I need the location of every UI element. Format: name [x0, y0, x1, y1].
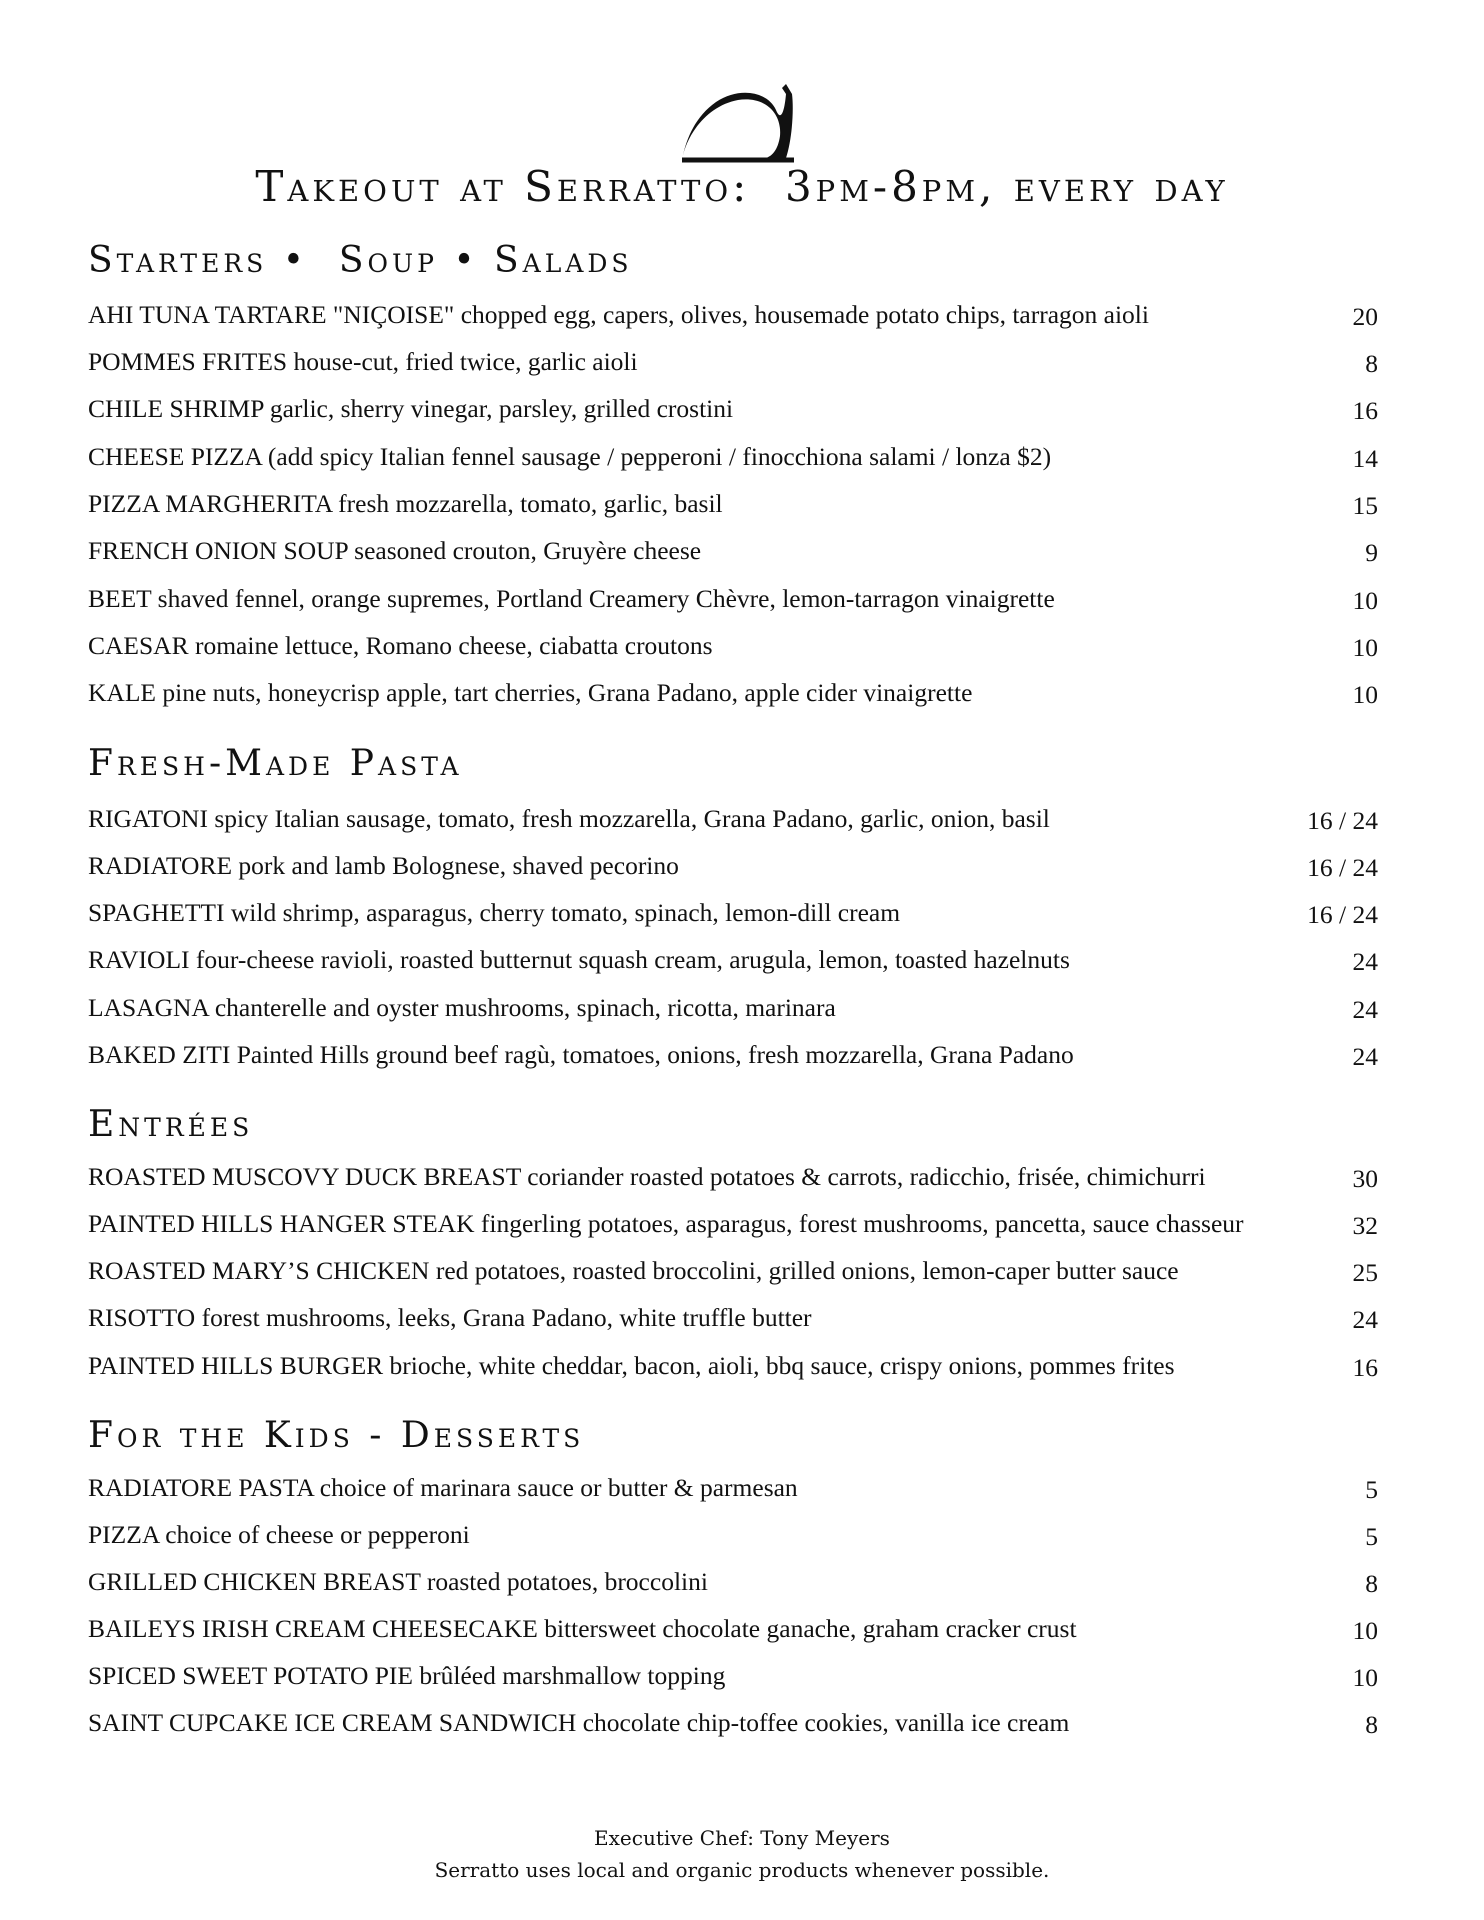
item-description: roasted potatoes, broccolini [426, 1567, 708, 1596]
item-line [88, 629, 713, 663]
item-description: bittersweet chocolate ganache, graham cracker crust [544, 1614, 1077, 1643]
item-price: 30 [1352, 1164, 1378, 1193]
item-line [88, 534, 701, 568]
item-name: ROASTED MARY’S CHICKEN [88, 1256, 430, 1285]
item-line [88, 345, 638, 379]
item-description: forest mushrooms, leeks, Grana Padano, white truffle butter [201, 1303, 812, 1332]
item-price: 10 [1352, 1616, 1378, 1645]
item-name: POMMES FRITES [88, 347, 288, 376]
item-price: 8 [1365, 1569, 1378, 1598]
item-price: 15 [1352, 491, 1378, 520]
item-price: 16 / 24 [1307, 806, 1378, 835]
item-line [88, 1038, 1074, 1072]
item-name: SPICED SWEET POTATO PIE [88, 1661, 414, 1690]
menu-item [88, 629, 1378, 663]
item-price: 20 [1352, 302, 1378, 331]
menu-item [88, 1301, 1378, 1335]
item-description: garlic, sherry vinegar, parsley, grilled crostini [269, 394, 734, 423]
menu-item [88, 440, 1378, 474]
footer-chef: Executive Chef: Tony Meyers [594, 1826, 890, 1850]
item-line [88, 1565, 708, 1599]
menu-item [88, 1659, 1378, 1693]
footer-note: Serratto uses local and organic products whenever possible. [434, 1858, 1050, 1882]
item-price: 24 [1352, 1042, 1378, 1071]
item-description: brioche, white cheddar, bacon, aioli, bbq sauce, crispy onions, pommes frites [389, 1351, 1175, 1380]
item-description: choice of cheese or pepperoni [165, 1520, 470, 1549]
item-name: RISOTTO [88, 1303, 196, 1332]
item-name: PAINTED HILLS HANGER STEAK [88, 1209, 475, 1238]
item-price: 16 / 24 [1307, 853, 1378, 882]
item-description: chopped egg, capers, olives, housemade potato chips, tarragon aioli [460, 300, 1149, 329]
item-line [88, 1207, 1244, 1241]
item-line [88, 487, 723, 521]
item-name: RADIATORE PASTA [88, 1473, 314, 1502]
menu-item [88, 1565, 1378, 1599]
item-price: 25 [1352, 1258, 1378, 1287]
menu-item [88, 1207, 1378, 1241]
item-name: CHEESE PIZZA [88, 442, 262, 471]
menu-item [88, 1518, 1378, 1552]
item-name: RAVIOLI [88, 945, 190, 974]
item-description: wild shrimp, asparagus, cherry tomato, spinach, lemon-dill cream [230, 898, 901, 927]
menu-item [88, 802, 1378, 836]
menu-item [88, 345, 1378, 379]
item-line [88, 392, 733, 426]
item-name: PIZZA MARGHERITA [88, 489, 332, 518]
item-description: romaine lettuce, Romano cheese, ciabatta croutons [194, 631, 713, 660]
item-line [88, 1518, 470, 1552]
item-name: AHI TUNA TARTARE "NIÇOISE" [88, 300, 455, 329]
item-line [88, 440, 1051, 474]
item-description: seasoned crouton, Gruyère cheese [354, 536, 702, 565]
menu-item [88, 943, 1378, 977]
item-description: four-cheese ravioli, roasted butternut squash cream, arugula, lemon, toasted hazelnuts [195, 945, 1070, 974]
item-price: 8 [1365, 1710, 1378, 1739]
item-price: 16 / 24 [1307, 900, 1378, 929]
item-line [88, 1254, 1179, 1288]
item-price: 16 [1352, 1353, 1378, 1382]
item-name: SPAGHETTI [88, 898, 225, 927]
item-description: Painted Hills ground beef ragù, tomatoes, onions, fresh mozzarella, Grana Padano [236, 1040, 1074, 1069]
item-name: GRILLED CHICKEN BREAST [88, 1567, 421, 1596]
item-price: 10 [1352, 586, 1378, 615]
section-heading-starters: Starters • Soup • Salads [88, 240, 633, 281]
menu-item [88, 534, 1378, 568]
item-line [88, 1706, 1069, 1740]
item-name: CHILE SHRIMP [88, 394, 264, 423]
item-price: 8 [1365, 349, 1378, 378]
item-description: shaved fennel, orange supremes, Portland Creamery Chèvre, lemon-tarragon vinaigrette [157, 584, 1055, 613]
item-description: choice of marinara sauce or butter & parmesan [319, 1473, 798, 1502]
menu-item [88, 392, 1378, 426]
item-name: RIGATONI [88, 804, 208, 833]
item-line [88, 1301, 812, 1335]
menu-item [88, 676, 1378, 710]
item-price: 9 [1365, 538, 1378, 567]
item-line [88, 849, 679, 883]
item-line [88, 298, 1149, 332]
item-price: 24 [1352, 1305, 1378, 1334]
item-description: pork and lamb Bolognese, shaved pecorino [238, 851, 679, 880]
page-title: Takeout at Serratto: 3pm-8pm, every day [255, 162, 1229, 211]
item-description: brûléed marshmallow topping [419, 1661, 726, 1690]
item-name: BEET [88, 584, 152, 613]
item-name: PIZZA [88, 1520, 159, 1549]
item-line [88, 1612, 1077, 1646]
item-name: CAESAR [88, 631, 189, 660]
item-price: 5 [1365, 1522, 1378, 1551]
item-description: chanterelle and oyster mushrooms, spinach, ricotta, marinara [214, 993, 836, 1022]
section-heading-entrees: Entrées [88, 1104, 254, 1145]
item-line [88, 991, 836, 1025]
menu-item [88, 1471, 1378, 1505]
menu-item [88, 298, 1378, 332]
item-line [88, 582, 1055, 616]
item-description: chocolate chip-toffee cookies, vanilla ice cream [582, 1708, 1070, 1737]
menu-item [88, 896, 1378, 930]
menu-item [88, 487, 1378, 521]
section-heading-kids-desserts: For the Kids - Desserts [88, 1415, 585, 1456]
item-price: 5 [1365, 1475, 1378, 1504]
item-description: fresh mozzarella, tomato, garlic, basil [338, 489, 723, 518]
item-price: 16 [1352, 396, 1378, 425]
item-name: KALE [88, 678, 156, 707]
item-price: 10 [1352, 633, 1378, 662]
item-line [88, 1471, 798, 1505]
item-line [88, 1659, 725, 1693]
menu-item [88, 1254, 1378, 1288]
menu-item [88, 582, 1378, 616]
item-description: pine nuts, honeycrisp apple, tart cherries, Grana Padano, apple cider vinaigrette [162, 678, 973, 707]
item-description: coriander roasted potatoes & carrots, radicchio, frisée, chimichurri [527, 1162, 1206, 1191]
item-name: RADIATORE [88, 851, 233, 880]
item-line [88, 676, 972, 710]
item-line [88, 1349, 1175, 1383]
item-description: red potatoes, roasted broccolini, grilled onions, lemon-caper butter sauce [435, 1256, 1179, 1285]
menu-item [88, 1038, 1378, 1072]
section-heading-pasta: Fresh-Made Pasta [88, 743, 463, 784]
item-description: house-cut, fried twice, garlic aioli [293, 347, 638, 376]
menu-item [88, 1160, 1378, 1194]
item-line [88, 896, 900, 930]
item-name: FRENCH ONION SOUP [88, 536, 348, 565]
item-line [88, 1160, 1206, 1194]
menu-item [88, 1706, 1378, 1740]
menu-item [88, 1612, 1378, 1646]
item-price: 14 [1352, 444, 1378, 473]
item-name: BAKED ZITI [88, 1040, 231, 1069]
item-line [88, 943, 1070, 977]
item-name: SAINT CUPCAKE ICE CREAM SANDWICH [88, 1708, 577, 1737]
item-name: ROASTED MUSCOVY DUCK BREAST [88, 1162, 521, 1191]
item-name: BAILEYS IRISH CREAM CHEESECAKE [88, 1614, 538, 1643]
item-price: 10 [1352, 1663, 1378, 1692]
menu-item [88, 991, 1378, 1025]
item-price: 32 [1352, 1211, 1378, 1240]
item-description: (add spicy Italian fennel sausage / pepperoni / finocchiona salami / lonza $2) [267, 442, 1052, 471]
item-price: 10 [1352, 680, 1378, 709]
item-price: 24 [1352, 995, 1378, 1024]
item-line [88, 802, 1050, 836]
menu-item [88, 849, 1378, 883]
snail-logo-icon [676, 80, 806, 168]
item-name: LASAGNA [88, 993, 209, 1022]
item-price: 24 [1352, 947, 1378, 976]
item-description: spicy Italian sausage, tomato, fresh mozzarella, Grana Padano, garlic, onion, basil [214, 804, 1050, 833]
item-name: PAINTED HILLS BURGER [88, 1351, 384, 1380]
item-description: fingerling potatoes, asparagus, forest mushrooms, pancetta, sauce chasseur [480, 1209, 1244, 1238]
menu-item [88, 1349, 1378, 1383]
